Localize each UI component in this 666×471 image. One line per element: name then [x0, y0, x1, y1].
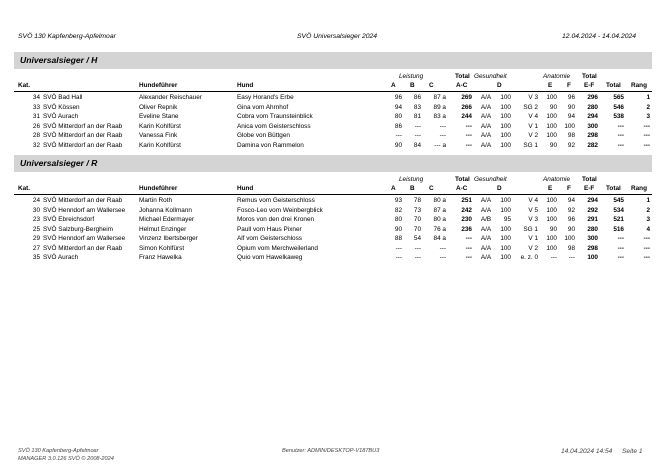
club-name: SVÖ Aurach — [43, 113, 79, 120]
col-ef: E-F — [584, 185, 595, 192]
handler-name: Michael Edermayer — [139, 216, 195, 223]
rank: 1 — [646, 94, 650, 101]
col-ac: A-C — [456, 82, 468, 89]
kat-number: 29 — [32, 235, 40, 242]
footer-datetime: 14.04.2024 14:54 — [561, 448, 613, 455]
score-c: 84 a — [433, 235, 446, 242]
total-ef: 300 — [587, 122, 598, 130]
score-f: 96 — [567, 216, 575, 223]
grand-total: --- — [617, 235, 624, 242]
health-score: 100 — [500, 122, 511, 130]
dog-name: Gina vom Ahrnhof — [237, 103, 289, 111]
grand-total: 534 — [613, 206, 624, 214]
kat-number: 27 — [32, 244, 40, 252]
header-club: SVÖ 130 Kapfenberg-Apfelmoar — [18, 33, 116, 40]
anatomy-grade: V 1 — [528, 122, 538, 130]
header-divider — [14, 194, 652, 195]
rank: --- — [643, 122, 650, 130]
anatomy-grade: SG 1 — [523, 141, 538, 149]
score-a: 82 — [394, 206, 402, 214]
anatomy-grade: SG 1 — [523, 225, 538, 233]
handler-name: Alexander Reischauer — [139, 94, 202, 101]
score-e: 100 — [546, 132, 557, 139]
col-f: F — [567, 185, 571, 192]
kat-number: 35 — [32, 254, 40, 261]
score-b: --- — [414, 132, 421, 139]
rank: 2 — [646, 103, 650, 111]
handler-name: Karin Kohlfürst — [139, 122, 181, 130]
col-ef: E-F — [584, 82, 595, 89]
col-anatomie: Anatomie — [543, 176, 570, 183]
health-grade: A/A — [480, 94, 492, 101]
health-grade: A/A — [480, 113, 492, 120]
col-hundefuehrer: Hundeführer — [139, 82, 178, 89]
handler-name: Johanna Kollmann — [139, 206, 192, 214]
score-f: 94 — [567, 113, 575, 120]
col-anatomie: Anatomie — [543, 73, 570, 80]
total-ac: --- — [465, 254, 472, 261]
club-name: SVÖ Ebreichsdorf — [43, 216, 95, 223]
col-b: B — [410, 185, 415, 192]
handler-name: Martin Roth — [139, 197, 173, 204]
score-f: 94 — [567, 197, 575, 204]
col-c: C — [429, 82, 434, 89]
grand-total: 546 — [613, 103, 624, 111]
club-name: SVÖ Henndorf am Wallersee — [43, 206, 126, 214]
dog-name: Quio vom Hawelkaweg — [237, 254, 303, 261]
total-ac: 266 — [461, 103, 472, 111]
score-c: --- a — [434, 141, 446, 149]
handler-name: Vinzenz Ibertsberger — [139, 235, 198, 242]
col-kat: Kat. — [18, 82, 31, 89]
score-b: --- — [414, 122, 421, 130]
kat-number: 32 — [32, 141, 40, 149]
grand-total: --- — [617, 254, 624, 261]
col-d: D — [497, 82, 502, 89]
total-ac: 230 — [461, 216, 472, 223]
handler-name: Franz Hawelka — [139, 254, 182, 261]
col-c: C — [429, 185, 434, 192]
anatomy-grade: V 2 — [528, 132, 538, 139]
rank: --- — [643, 132, 650, 139]
club-name: SVÖ Mitterdorf an der Raab — [43, 244, 123, 252]
club-name: SVÖ Aurach — [43, 254, 79, 261]
total-ef: 100 — [587, 254, 598, 261]
score-f: 98 — [567, 132, 575, 139]
total-ef: 300 — [587, 235, 598, 242]
score-e: 100 — [546, 216, 557, 223]
rank: --- — [643, 244, 650, 252]
col-e: E — [548, 82, 553, 89]
anatomy-grade: V 3 — [528, 94, 538, 101]
health-score: 100 — [500, 197, 511, 204]
total-ac: 242 — [461, 206, 472, 214]
section-title: Universalsieger / R — [20, 158, 98, 168]
health-score: 100 — [500, 132, 511, 139]
kat-number: 26 — [32, 122, 40, 130]
score-e: 100 — [546, 113, 557, 120]
club-name: SVÖ Mitterdorf an der Raab — [43, 122, 123, 130]
handler-name: Simon Kohlfürst — [139, 244, 185, 252]
dog-name: Opium vom Merchweilerland — [237, 244, 318, 252]
header-dates: 12.04.2024 - 14.04.2024 — [562, 33, 637, 40]
health-score: 100 — [500, 254, 511, 261]
score-b: 81 — [413, 113, 421, 120]
health-grade: A/A — [480, 132, 492, 139]
grand-total: --- — [617, 141, 624, 149]
health-grade: A/A — [480, 206, 492, 214]
anatomy-grade: SG 2 — [523, 103, 538, 111]
dog-name: Paull vom Haus Pixner — [237, 225, 302, 233]
rank: --- — [643, 141, 650, 149]
kat-number: 25 — [32, 225, 40, 233]
health-score: 100 — [500, 244, 511, 252]
col-leistung: Leistung — [399, 73, 424, 80]
grand-total: --- — [617, 244, 624, 252]
kat-number: 23 — [32, 216, 40, 223]
score-e: 100 — [546, 244, 557, 252]
score-c: 80 a — [433, 216, 446, 223]
total-ac: 269 — [461, 94, 472, 101]
dog-name: Fosco-Leo vom Weinbergblick — [237, 206, 323, 214]
score-a: 80 — [394, 113, 402, 120]
dog-name: Easy Horand's Erbe — [237, 94, 294, 101]
score-c: --- — [439, 132, 446, 139]
total-ef: 294 — [587, 113, 598, 120]
total-ef: 292 — [587, 206, 598, 214]
total-ef: 298 — [587, 132, 598, 139]
health-grade: A/A — [480, 225, 492, 233]
score-f: 90 — [567, 103, 575, 111]
score-a: --- — [395, 254, 402, 261]
score-a: 90 — [394, 225, 402, 233]
col-total-ac: Total — [455, 176, 470, 183]
score-b: 70 — [413, 225, 421, 233]
dog-name: Anica vom Geisterschloss — [237, 122, 311, 130]
col-e: E — [548, 185, 553, 192]
score-c: 76 a — [433, 225, 446, 233]
health-score: 100 — [500, 235, 511, 242]
score-b: 86 — [413, 94, 421, 101]
health-grade: A/A — [480, 141, 492, 149]
health-grade: A/A — [480, 254, 492, 261]
anatomy-grade: e. z. 0 — [520, 254, 538, 261]
total-ef: 280 — [587, 225, 598, 233]
total-ac: --- — [465, 141, 472, 149]
health-score: 100 — [500, 141, 511, 149]
club-name: SVÖ Henndorf am Wallersee — [43, 235, 126, 242]
club-name: SVÖ Kössen — [43, 103, 80, 111]
score-c: --- — [439, 244, 446, 252]
club-name: SVÖ Salzburg-Bergheim — [43, 225, 113, 233]
score-f: 100 — [564, 122, 575, 130]
score-a: 88 — [394, 235, 402, 242]
score-a: 80 — [394, 216, 402, 223]
health-score: 100 — [500, 113, 511, 120]
col-total: Total — [606, 185, 621, 192]
score-a: 93 — [394, 197, 402, 204]
dog-name: Damina von Rammelon — [237, 141, 304, 149]
kat-number: 28 — [32, 132, 40, 139]
dog-name: Moros von den drei Kronen — [237, 216, 315, 223]
total-ef: 291 — [587, 216, 598, 223]
header-divider — [14, 91, 652, 92]
score-f: 92 — [567, 141, 575, 149]
total-ef: 296 — [587, 94, 598, 101]
score-b: 73 — [413, 206, 421, 214]
col-f: F — [567, 82, 571, 89]
footer-user: Benutzer: ADMIN/DESKTOP-V187BU3 — [282, 448, 380, 454]
club-name: SVÖ Mitterdorf an der Raab — [43, 141, 123, 149]
health-score: 100 — [500, 225, 511, 233]
col-total-ac: Total — [455, 73, 470, 80]
score-a: --- — [395, 132, 402, 139]
col-gesundheit: Gesundheit — [474, 176, 507, 183]
kat-number: 31 — [32, 113, 40, 120]
grand-total: --- — [617, 132, 624, 139]
total-ac: --- — [465, 235, 472, 242]
score-c: 87 a — [433, 94, 446, 101]
score-e: 100 — [546, 197, 557, 204]
score-f: 90 — [567, 225, 575, 233]
handler-name: Eveline Stane — [139, 113, 179, 120]
rank: 4 — [646, 225, 650, 233]
col-gesundheit: Gesundheit — [474, 73, 507, 80]
total-ef: 282 — [587, 141, 598, 149]
handler-name: Oliver Repnik — [139, 103, 178, 111]
health-grade: A/B — [480, 216, 492, 223]
score-a: 94 — [394, 103, 402, 111]
section-header — [14, 155, 652, 172]
score-b: 70 — [413, 216, 421, 223]
total-ac: --- — [465, 122, 472, 130]
col-a: A — [391, 185, 396, 192]
score-e: 90 — [549, 141, 557, 149]
score-f: 92 — [567, 206, 575, 214]
col-hundefuehrer: Hundeführer — [139, 185, 178, 192]
score-a: 96 — [394, 94, 402, 101]
health-score: 95 — [503, 216, 511, 223]
health-score: 100 — [500, 103, 511, 111]
total-ef: 294 — [587, 197, 598, 204]
footer-page: Seite 1 — [622, 448, 643, 455]
score-b: --- — [414, 244, 421, 252]
col-kat: Kat. — [18, 185, 31, 192]
col-a: A — [391, 82, 396, 89]
grand-total: 538 — [613, 113, 624, 120]
score-e: 100 — [546, 235, 557, 242]
health-score: 100 — [500, 94, 511, 101]
score-c: 83 a — [433, 113, 446, 120]
score-b: 83 — [413, 103, 421, 111]
total-ac: --- — [465, 132, 472, 139]
section-title: Universalsieger / H — [20, 55, 98, 65]
score-e: --- — [550, 254, 557, 261]
footer-version: MANAGER 3.0.126 SVÖ © 2008-2024 — [18, 456, 114, 462]
score-f: --- — [568, 254, 575, 261]
score-e: 100 — [546, 94, 557, 101]
rank: 3 — [646, 113, 650, 120]
dog-name: Cobra vom Traunsteinblick — [237, 113, 313, 120]
col-total: Total — [606, 82, 621, 89]
score-e: 100 — [546, 122, 557, 130]
grand-total: 565 — [613, 94, 624, 101]
anatomy-grade: V 5 — [528, 206, 538, 214]
club-name: SVÖ Bad Hall — [43, 94, 83, 101]
col-rang: Rang — [631, 185, 647, 192]
score-f: 100 — [564, 235, 575, 242]
col-total-ef: Total — [582, 176, 597, 183]
handler-name: Vanessa Fink — [139, 132, 178, 139]
col-hund: Hund — [237, 82, 254, 89]
health-grade: A/A — [480, 122, 492, 130]
score-c: --- — [439, 254, 446, 261]
col-leistung: Leistung — [399, 176, 424, 183]
rank: --- — [643, 235, 650, 242]
grand-total: 516 — [613, 225, 624, 233]
total-ac: 244 — [461, 113, 472, 120]
health-score: 100 — [500, 206, 511, 214]
club-name: SVÖ Mitterdorf an der Raab — [43, 132, 123, 139]
kat-number: 33 — [32, 103, 40, 111]
club-name: SVÖ Mitterdorf an der Raab — [43, 197, 123, 204]
rank: --- — [643, 254, 650, 261]
score-c: --- — [439, 122, 446, 130]
grand-total: 545 — [613, 197, 624, 204]
col-hund: Hund — [237, 185, 254, 192]
score-a: 90 — [394, 141, 402, 149]
total-ac: 236 — [461, 225, 472, 233]
dog-name: Globe von Büttgen — [237, 132, 290, 139]
total-ac: 251 — [461, 197, 472, 204]
anatomy-grade: V 4 — [528, 197, 538, 204]
score-e: 90 — [549, 225, 557, 233]
col-d: D — [497, 185, 502, 192]
col-ac: A-C — [456, 185, 468, 192]
kat-number: 24 — [32, 197, 40, 204]
col-rang: Rang — [631, 82, 647, 89]
rank: 1 — [646, 197, 650, 204]
score-b: 54 — [413, 235, 421, 242]
score-c: 89 a — [433, 103, 446, 111]
health-grade: A/A — [480, 103, 492, 111]
kat-number: 30 — [32, 206, 40, 214]
anatomy-grade: V 3 — [528, 216, 538, 223]
score-b: --- — [414, 254, 421, 261]
anatomy-grade: V 2 — [528, 244, 538, 252]
header-event: SVÖ Universalsieger 2024 — [297, 33, 378, 40]
dog-name: Remus vom Geisterschloss — [237, 197, 315, 204]
score-b: 78 — [413, 197, 421, 204]
anatomy-grade: V 4 — [528, 113, 538, 120]
total-ef: 280 — [587, 103, 598, 111]
score-e: 100 — [546, 206, 557, 214]
handler-name: Helmut Enzinger — [139, 225, 187, 233]
footer-club: SVÖ 130 Kapfenberg-Apfelmoar — [18, 448, 99, 454]
health-grade: A/A — [480, 235, 492, 242]
score-c: 80 a — [433, 197, 446, 204]
health-grade: A/A — [480, 197, 492, 204]
handler-name: Karin Kohlfürst — [139, 141, 181, 149]
total-ac: --- — [465, 244, 472, 252]
section-header — [14, 52, 652, 69]
rank: 2 — [646, 206, 650, 214]
rank: 3 — [646, 216, 650, 223]
health-grade: A/A — [480, 244, 492, 252]
score-f: 98 — [567, 244, 575, 252]
col-total-ef: Total — [582, 73, 597, 80]
anatomy-grade: V 1 — [528, 235, 538, 242]
grand-total: 521 — [613, 216, 624, 223]
score-b: 84 — [413, 141, 421, 149]
score-f: 96 — [567, 94, 575, 101]
kat-number: 34 — [32, 94, 40, 101]
grand-total: --- — [617, 122, 624, 130]
dog-name: Alf vom Geisterschloss — [237, 235, 302, 242]
score-a: --- — [395, 244, 402, 252]
score-a: 86 — [394, 122, 402, 130]
score-e: 90 — [549, 103, 557, 111]
col-b: B — [410, 82, 415, 89]
total-ef: 298 — [587, 244, 598, 252]
score-c: 87 a — [433, 206, 446, 214]
